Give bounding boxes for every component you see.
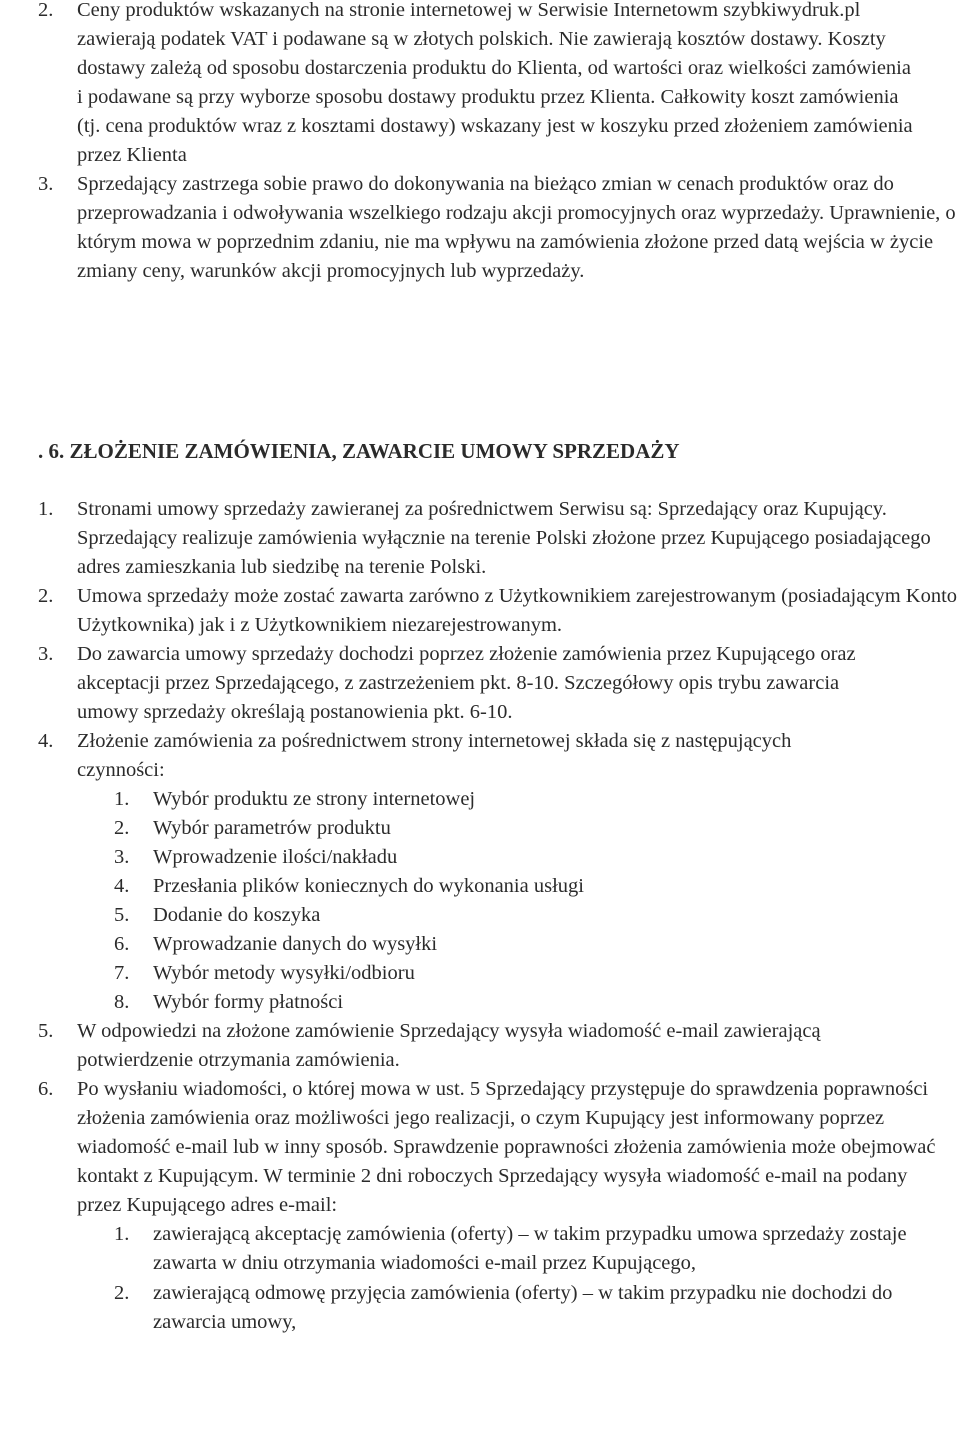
item-text: Wprowadzanie danych do wysyłki bbox=[153, 933, 438, 955]
section5-list bbox=[0, 0, 960, 286]
list-item bbox=[0, 930, 960, 959]
item-number: 8. bbox=[114, 991, 130, 1013]
list-item bbox=[0, 785, 960, 814]
list-item bbox=[0, 640, 960, 727]
item-text: Przesłania plików koniecznych do wykonania usługi bbox=[153, 875, 584, 897]
item-number: 7. bbox=[114, 962, 130, 984]
list-item bbox=[0, 727, 960, 785]
item-text: Sprzedający zastrzega sobie prawo do dokonywania na bieżąco zmian w cenach produktów oraz do przeprowadzania i odwoływania wszelkiego rodzaju akcji promocyjnych oraz wyprzedaży. Uprawnienie, o którym mowa w poprzednim zdaniu, nie ma wpływu na zamówienia złożone przed datą wejścia w życie zmiany ceny, warunków akcji promocyjnych lub wyprzedaży. bbox=[77, 173, 956, 282]
item-text: Stronami umowy sprzedaży zawieranej za pośrednictwem Serwisu są: Sprzedający oraz Kupujący. Sprzedający realizuje zamówienia wyłącznie na terenie Polski złożone przez Kupującego posiadającego adres zamieszkania lub siedzibę na terenie Polski. bbox=[77, 498, 931, 578]
item-number: 4. bbox=[114, 875, 130, 897]
list-item bbox=[0, 872, 960, 901]
section-heading: . 6. ZŁOŻENIE ZAMÓWIENIA, ZAWARCIE UMOWY SPRZEDAŻY bbox=[38, 439, 680, 463]
item-text: Wybór parametrów produktu bbox=[153, 817, 391, 839]
item-number: 4. bbox=[38, 730, 54, 752]
item-number: 1. bbox=[114, 1223, 130, 1245]
list-item bbox=[0, 901, 960, 930]
list-item bbox=[0, 1220, 960, 1278]
list-item bbox=[0, 814, 960, 843]
list-item bbox=[0, 495, 960, 582]
list-item bbox=[0, 1279, 960, 1337]
item-text: Do zawarcia umowy sprzedaży dochodzi poprzez złożenie zamówienia przez Kupującego oraz akceptacji przez Sprzedającego, z zastrzeżeniem pkt. 8-10. Szczegółowy opis trybu zawarcia umowy sprzedaży określają postanowienia pkt. 6-10. bbox=[77, 643, 856, 723]
item-number: 2. bbox=[114, 817, 130, 839]
list-item bbox=[0, 988, 960, 1017]
list-item bbox=[0, 0, 960, 170]
item-number: 3. bbox=[38, 643, 54, 665]
item-number: 1. bbox=[114, 788, 130, 810]
item-number: 6. bbox=[38, 1078, 54, 1100]
item-number: 3. bbox=[38, 173, 54, 195]
item-text: Umowa sprzedaży może zostać zawarta zarówno z Użytkownikiem zarejestrowanym (posiadającym Konto Użytkownika) jak i z Użytkownikiem niezarejestrowanym. bbox=[77, 585, 958, 636]
item-text: W odpowiedzi na złożone zamówienie Sprzedający wysyła wiadomość e-mail zawierającą potwierdzenie otrzymania zamówienia. bbox=[77, 1020, 821, 1071]
list-item bbox=[0, 1075, 960, 1220]
item-text: Wybór metody wysyłki/odbioru bbox=[153, 962, 415, 984]
item-text: Wybór produktu ze strony internetowej bbox=[153, 788, 476, 810]
list-item bbox=[0, 170, 960, 286]
response-options-list bbox=[0, 1220, 960, 1337]
item-number: 2. bbox=[114, 1282, 130, 1304]
item-number: 2. bbox=[38, 585, 54, 607]
order-steps-list bbox=[0, 785, 960, 1017]
list-item bbox=[0, 582, 960, 640]
item-number: 1. bbox=[38, 498, 54, 520]
item-text: Wprowadzenie ilości/nakładu bbox=[153, 846, 398, 868]
list-item bbox=[0, 959, 960, 988]
item-number: 6. bbox=[114, 933, 130, 955]
item-number: 5. bbox=[38, 1020, 54, 1042]
list-item bbox=[0, 843, 960, 872]
item-number: 3. bbox=[114, 846, 130, 868]
list-item bbox=[0, 1017, 960, 1075]
section6-list bbox=[0, 495, 960, 1337]
item-text: zawierającą akceptację zamówienia (oferty) – w takim przypadku umowa sprzedaży zostaje zawarta w dniu otrzymania wiadomości e-mail przez Kupującego, bbox=[153, 1223, 907, 1274]
item-text: Złożenie zamówienia za pośrednictwem strony internetowej składa się z następujących czynności: bbox=[77, 730, 792, 781]
item-text: Wybór formy płatności bbox=[153, 991, 344, 1013]
item-number: 5. bbox=[114, 904, 130, 926]
item-text: zawierającą odmowę przyjęcia zamówienia (oferty) – w takim przypadku nie dochodzi do zawarcia umowy, bbox=[153, 1282, 893, 1333]
item-text: Po wysłaniu wiadomości, o której mowa w ust. 5 Sprzedający przystępuje do sprawdzenia poprawności złożenia zamówienia oraz możliwości jego realizacji, o czym Kupujący jest informowany poprzez wiadomość e-mail lub w inny sposób. Sprawdzenie poprawności złożenia zamówienia może obejmować kontakt z Kupującym. W terminie 2 dni roboczych Sprzedający wysyła wiadomość e-mail na podany przez Kupującego adres e-mail: bbox=[77, 1078, 936, 1216]
item-text: Dodanie do koszyka bbox=[153, 904, 321, 926]
item-number: 2. bbox=[38, 0, 54, 21]
item-text: Ceny produktów wskazanych na stronie internetowej w Serwisie Internetowm szybkiwydruk.pl zawierają podatek VAT i podawane są w złotych polskich. Nie zawierają kosztów dostawy. Koszty dostawy zależą od sposobu dostarczenia produktu do Klienta, od wartości oraz wielkości zamówienia i podawane są przy wyborze sposobu dostawy produktu przez Klienta. Całkowity koszt zamówienia (tj. cena produktów wraz z kosztami dostawy) wskazany jest w koszyku przed złożeniem zamówienia przez Klienta bbox=[77, 0, 913, 166]
